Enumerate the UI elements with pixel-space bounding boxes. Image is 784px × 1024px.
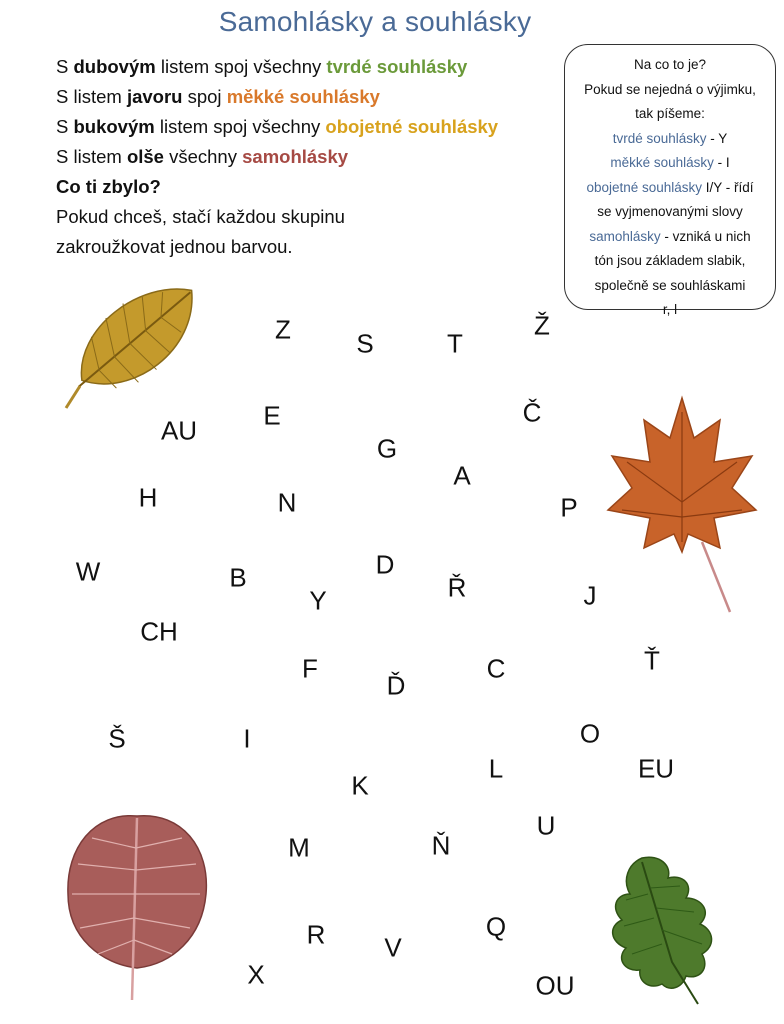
letter: P — [560, 492, 578, 523]
text: spoj — [182, 86, 227, 107]
letter: H — [138, 482, 158, 513]
letter: AU — [160, 415, 198, 446]
text: S — [56, 56, 74, 77]
letter: S — [356, 328, 374, 359]
info-line: r, l — [662, 302, 678, 317]
letter: Q — [485, 911, 507, 942]
letter: Z — [275, 314, 291, 345]
letter: CH — [140, 616, 178, 647]
letter: T — [447, 328, 463, 359]
letter: I — [243, 723, 251, 754]
letter: U — [536, 810, 556, 841]
letter: D — [375, 549, 395, 580]
letter: Ď — [386, 670, 406, 701]
info-term: samohlásky — [589, 228, 661, 244]
letter: A — [453, 460, 471, 491]
instruction-line-2 — [56, 82, 498, 112]
text: všechny — [163, 146, 243, 167]
text-bold: bukovým — [73, 116, 155, 137]
info-text: I/Y - řídí — [702, 179, 754, 195]
letter: J — [583, 580, 597, 611]
letter: F — [302, 653, 318, 684]
question: Co ti zbylo? — [56, 176, 161, 197]
info-text: - vzniká u nich — [660, 228, 751, 244]
letter: V — [384, 932, 402, 963]
letter: E — [263, 400, 281, 431]
letter: C — [486, 653, 506, 684]
letter: B — [229, 562, 247, 593]
letter: Ň — [431, 830, 451, 861]
oak-leaf — [602, 852, 720, 1008]
tvrde-label: tvrdé souhlásky — [326, 56, 468, 77]
text: S listem — [56, 86, 127, 107]
info-line: se vyjmenovanými slovy — [597, 204, 743, 219]
mekke-label: měkké souhlásky — [226, 86, 380, 107]
letter: R — [306, 919, 326, 950]
text-bold: javoru — [126, 86, 183, 107]
beech-leaf — [60, 268, 220, 414]
letter: Š — [108, 723, 126, 754]
info-line — [565, 225, 775, 250]
letter: Č — [522, 397, 542, 428]
letter: W — [75, 556, 101, 587]
text-bold: olše — [126, 146, 164, 167]
letter: EU — [637, 753, 675, 784]
info-line — [565, 127, 775, 152]
info-term: měkké souhlásky — [610, 155, 714, 170]
text-bold: dubovým — [73, 56, 156, 77]
letter: K — [351, 770, 369, 801]
letter: L — [488, 753, 504, 784]
info-line — [565, 151, 775, 176]
info-line: tón jsou základem slabik, — [594, 253, 746, 268]
letter: Y — [309, 585, 327, 616]
info-term: tvrdé souhlásky — [612, 130, 707, 146]
letter: G — [376, 433, 398, 464]
info-line — [565, 176, 775, 201]
info-line: společně se souhláskami — [594, 277, 746, 293]
letter: M — [288, 832, 310, 863]
letter: N — [277, 487, 297, 518]
text: S — [56, 116, 74, 137]
letter: Ř — [447, 572, 467, 603]
info-text: - I — [713, 155, 730, 170]
info-heading: Na co to je? — [633, 57, 707, 72]
text: listem spoj všechny — [154, 116, 326, 137]
instruction-line-1 — [56, 52, 498, 82]
letter: OU — [535, 970, 575, 1001]
maple-leaf — [602, 392, 762, 616]
instruction-line-4 — [56, 142, 498, 172]
hint-line-2: zakroužkovat jednou barvou. — [56, 236, 293, 257]
instruction-line-3 — [56, 112, 498, 142]
info-line: tak píšeme: — [635, 106, 705, 121]
text: listem spoj všechny — [155, 56, 327, 77]
instructions — [56, 52, 498, 262]
samohlasky-label: samohlásky — [242, 146, 349, 167]
hint-line-1: Pokud chceš, stačí každou skupinu — [56, 206, 345, 227]
letter: O — [579, 718, 601, 749]
info-term: obojetné souhlásky — [586, 179, 703, 195]
info-text: - Y — [706, 130, 728, 146]
obojetne-label: obojetné souhlásky — [325, 116, 499, 137]
info-box — [564, 44, 776, 317]
text: S listem — [56, 146, 127, 167]
page-title: Samohlásky a souhlásky — [218, 6, 532, 37]
info-line: Pokud se nejedná o výjimku, — [584, 81, 756, 97]
letter: Ž — [534, 310, 550, 341]
letter: X — [247, 959, 265, 990]
letter: Ť — [644, 645, 660, 676]
alder-leaf — [62, 808, 212, 1006]
